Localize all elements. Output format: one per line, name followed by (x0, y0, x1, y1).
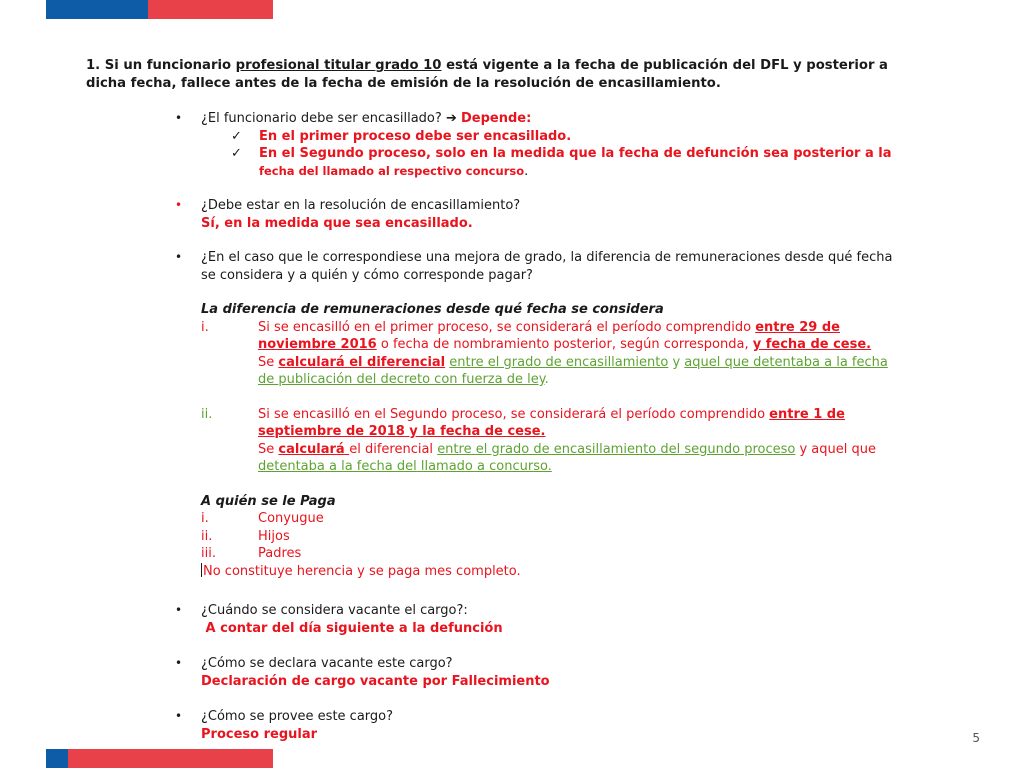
question-vacante: • ¿Cuándo se considera vacante el cargo?: A contar del día siguiente a la defunción (86, 602, 906, 637)
question-declaracion: • ¿Cómo se declara vacante este cargo? Declaración de cargo vacante por Fallecimiento (86, 655, 906, 690)
flag-blue-segment (46, 0, 148, 19)
answer-declaracion: Declaración de cargo vacante por Fallecimiento (201, 673, 550, 689)
slide-content (86, 57, 906, 743)
payee-item: ii. Hijos (201, 528, 290, 544)
flag-red-segment (148, 0, 273, 19)
answer-resolucion: Sí, en la medida que sea encasillado. (201, 215, 473, 231)
page-number: 5 (972, 731, 980, 745)
herencia-note: No constituye herencia y se paga mes completo. (203, 563, 521, 579)
payee-item: iii. Padres (201, 546, 302, 561)
bullet-icon: • (175, 656, 183, 670)
answer-depende: Depende: (460, 111, 532, 126)
text-cursor (201, 563, 202, 577)
payee-item: i. Conyugue (201, 511, 324, 526)
checkmark-icon: ✓ (231, 146, 242, 161)
answer-vacante: A contar del día siguiente a la defunción (201, 620, 503, 636)
subheading-fecha: La diferencia de remuneraciones desde qué fecha se considera (201, 302, 664, 317)
top-flag-bar (46, 0, 273, 19)
check-item: ✓ En el primer proceso debe ser encasillado. (231, 128, 572, 144)
flag-blue-segment (46, 749, 68, 768)
bullet-icon: • (175, 198, 183, 212)
checkmark-icon: ✓ (231, 128, 242, 144)
check-list (86, 128, 906, 181)
arrow-right-icon: ➔ (445, 111, 457, 126)
question-diferencia: • ¿En el caso que le correspondiese una mejora de grado, la diferencia de remuneraciones desde qué fecha se considera y a quién y cómo corresponde pagar? (175, 250, 893, 283)
flag-red-segment (68, 749, 273, 768)
slide-title: 1. Si un funcionario profesional titular grado 10 está vigente a la fecha de publicación del DFL y posterior a dicha fecha, fallece antes de la fecha de emisión de la resolución de encasillamiento. (86, 58, 888, 91)
bottom-flag-bar (46, 749, 273, 768)
question-encasillado: • ¿El funcionario debe ser encasillado? ➔ Depende: (175, 111, 532, 126)
bullet-icon: • (175, 603, 183, 617)
bullet-icon: • (175, 709, 183, 723)
check-item: ✓ En el Segundo proceso, solo en la medida que la fecha de defunción sea posterior a la fecha del llamado al respectivo concurso. (231, 146, 892, 179)
numbered-item-ii: ii. Si se encasilló en el Segundo proceso, se considerará el período comprendido entre 1 de septiembre de 2018 y la fecha de cese. Se calculará el diferencial entre el grado de encasillamiento del segundo proceso y aquel que detentaba a la fecha del llamado a concurso. (201, 406, 876, 474)
numbered-item-i: i. Si se encasilló en el primer proceso, se considerará el período comprendido entre 29 de noviembre 2016 o fecha de nombramiento posterior, según corresponda, y fecha de cese. Se calculará el diferencial entre el grado de encasillamiento y aquel que detentaba a la fecha de publicación del decreto con fuerza de ley. (201, 319, 888, 387)
bullet-icon: • (175, 111, 183, 125)
title-underlined: profesional titular grado 10 (235, 58, 442, 73)
question-provision: • ¿Cómo se provee este cargo? Proceso regular (86, 708, 906, 743)
bullet-icon: • (175, 250, 183, 264)
subheading-a-quien: A quién se le Paga (201, 493, 336, 509)
answer-provision: Proceso regular (201, 726, 318, 742)
question-resolucion: • ¿Debe estar en la resolución de encasillamiento? Sí, en la medida que sea encasillado. (86, 197, 906, 232)
